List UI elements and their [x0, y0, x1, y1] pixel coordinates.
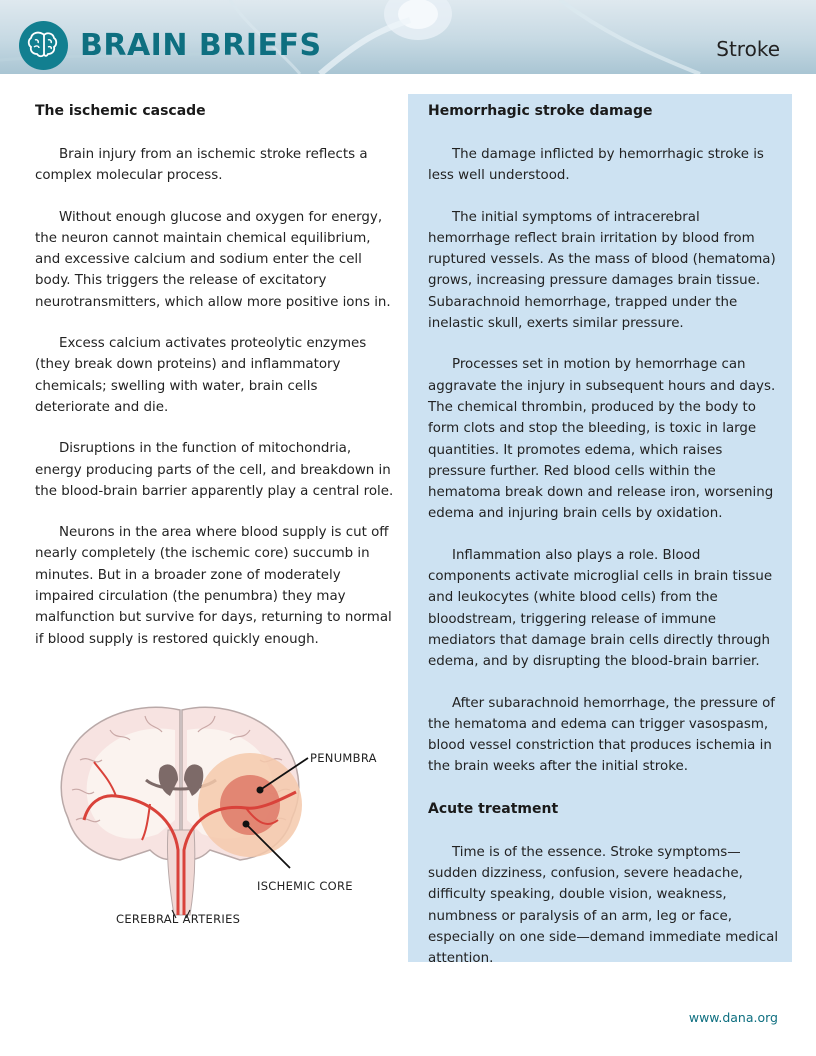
paragraph: The damage inflicted by hemorrhagic stroke is less well understood. — [428, 147, 764, 184]
brain-stroke-illustration — [50, 700, 390, 940]
ischemic-core-label: ISCHEMIC CORE — [257, 879, 353, 893]
brand-title: BRAIN BRIEFS — [80, 28, 322, 63]
topic-title: Stroke — [716, 37, 780, 61]
section-heading: The ischemic cascade — [35, 103, 206, 119]
paragraph: Excess calcium activates proteolytic enzymes (they break down proteins) and inflammatory chemicals; swelling with water, brain cells deteriorate and die. — [35, 336, 367, 415]
section-heading: Hemorrhagic stroke damage — [428, 103, 653, 119]
paragraph: Brain injury from an ischemic stroke reflects a complex molecular process. — [35, 147, 368, 184]
paragraph: Neurons in the area where blood supply is cut off nearly completely (the ischemic core) succumb in minutes. But in a broader zone of moderately impaired circulation (the penumbra) they may malfunction but survive for days, returning to normal if blood supply is restored quickly enough. — [35, 525, 392, 647]
right-column-sidebar — [408, 94, 792, 967]
page-header — [0, 0, 816, 74]
paragraph: Without enough glucose and oxygen for energy, the neuron cannot maintain chemical equilibrium, and excessive calcium and sodium enter the cell body. This triggers the release of excitatory neurotransmitters, which allow more positive ions in. — [35, 209, 391, 310]
left-column — [35, 98, 395, 650]
paragraph: Time is of the essence. Stroke symptoms—sudden dizziness, confusion, severe headache, difficulty speaking, double vision, weakness, numbness or paralysis of an arm, leg or face, especially on one side—demand immediate medical attention. — [428, 844, 779, 967]
brain-icon — [27, 30, 60, 60]
penumbra-label: PENUMBRA — [310, 751, 377, 765]
brain-cross-section-icon — [50, 700, 390, 940]
paragraph: After subarachnoid hemorrhage, the pressure of the hematoma and edema can trigger vasospasm, blood vessel constriction that produces ischemia in the brain weeks after the initial stroke. — [428, 695, 775, 775]
paragraph: Inflammation also plays a role. Blood components activate microglial cells in brain tissue and leukocytes (white blood cells) from the bloodstream, triggering release of immune mediators that damage brain cells directly through edema, and by disrupting the blood-brain barrier. — [428, 547, 773, 670]
paragraph: The initial symptoms of intracerebral hemorrhage reflect brain irritation by blood from ruptured vessels. As the mass of blood (hematoma) grows, increasing pressure damages brain tissue. Subarachnoid hemorrhage, trapped under the inelastic skull, exerts similar pressure. — [428, 209, 776, 332]
paragraph: Disruptions in the function of mitochondria, energy producing parts of the cell, and breakdown in the blood-brain barrier apparently play a central role. — [35, 441, 394, 499]
footer-url[interactable]: www.dana.org — [688, 1010, 778, 1025]
section-heading: Acute treatment — [428, 800, 559, 817]
cerebral-arteries-label: CEREBRAL ARTERIES — [116, 912, 241, 926]
logo — [19, 21, 68, 70]
paragraph: Processes set in motion by hemorrhage can aggravate the injury in subsequent hours and days. The chemical thrombin, produced by the body to form clots and stop the bleeding, is toxic in large quantities. It promotes edema, which raises pressure further. Red blood cells within the hematoma break down and release iron, worsening edema and injuring brain cells by oxidation. — [428, 357, 776, 522]
